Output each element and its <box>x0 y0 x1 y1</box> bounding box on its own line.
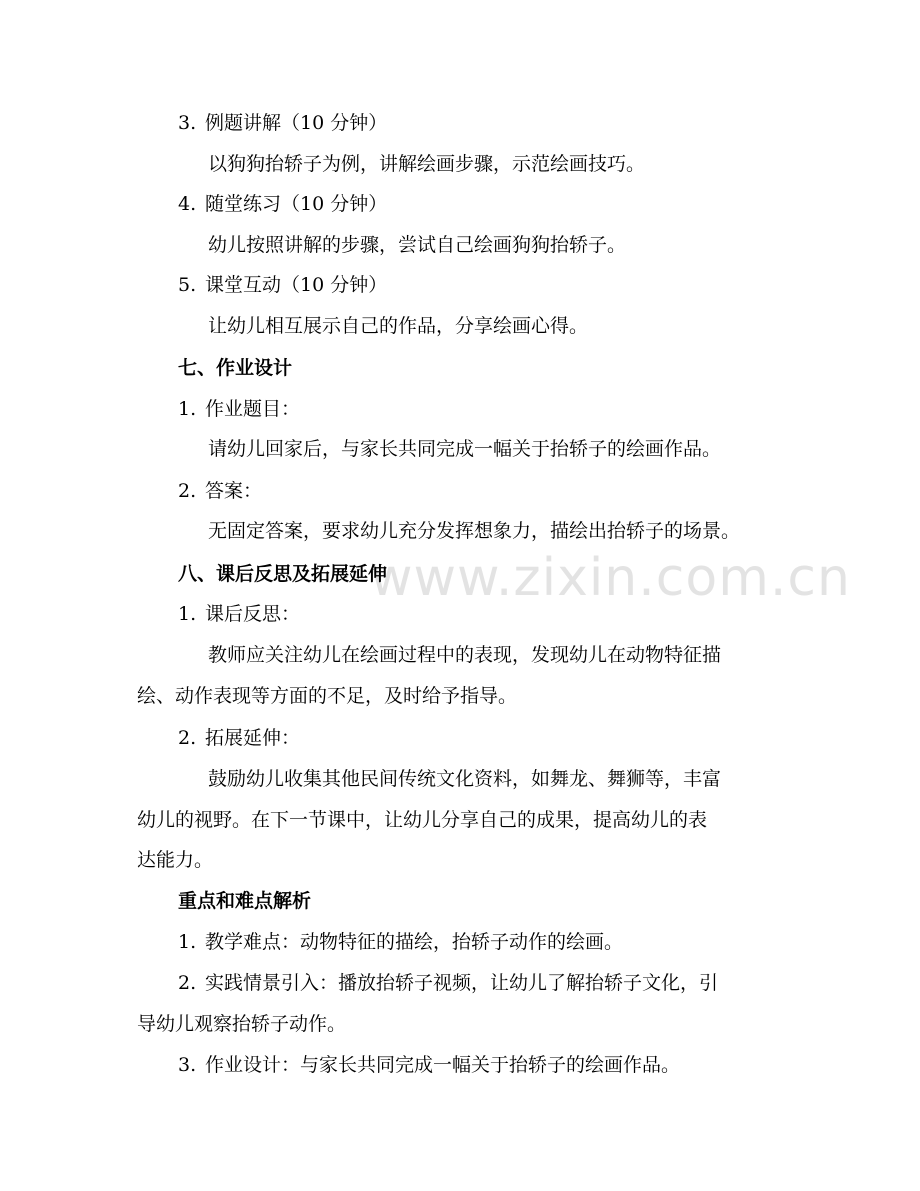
reflection-line-1: 教师应关注幼儿在绘画过程中的表现，发现幼儿在动物特征描 <box>208 644 722 666</box>
homework-body: 请幼儿回家后，与家长共同完成一幅关于抬轿子的绘画作品。 <box>208 438 722 460</box>
item-title-text: 课堂互动（10 分钟） <box>205 274 388 296</box>
section-eight-heading: 八、课后反思及拓展延伸 <box>178 563 388 585</box>
key-point-text: 作业设计：与家长共同完成一幅关于抬轿子的绘画作品。 <box>205 1054 681 1076</box>
key-points-heading: 重点和难点解析 <box>178 890 312 912</box>
item-title-text: 课后反思： <box>205 603 301 625</box>
item-number: 2. <box>178 972 197 994</box>
item-title-text: 作业题目： <box>205 398 301 420</box>
item-title-text: 例题讲解（10 分钟） <box>205 112 388 134</box>
key-point-text: 实践情景引入：播放抬轿子视频，让幼儿了解抬轿子文化，引 <box>205 972 719 994</box>
item-3-title <box>178 111 387 135</box>
item-number: 1. <box>178 931 197 953</box>
item-4-title <box>178 192 387 216</box>
item-3-body: 以狗狗抬轿子为例，讲解绘画步骤，示范绘画技巧。 <box>208 153 646 175</box>
item-title-text: 随堂练习（10 分钟） <box>205 193 388 215</box>
item-number: 3. <box>178 1054 197 1076</box>
item-5-body: 让幼儿相互展示自己的作品，分享绘画心得。 <box>208 315 589 337</box>
item-number: 5. <box>178 274 197 296</box>
item-title-text: 答案： <box>205 480 263 502</box>
key-point-text: 教学难点：动物特征的描绘，抬轿子动作的绘画。 <box>205 931 624 953</box>
extension-title <box>178 726 300 750</box>
watermark: www.zixin.com.cn <box>370 548 851 608</box>
item-number: 2. <box>178 727 197 749</box>
answer-body: 无固定答案，要求幼儿充分发挥想象力，描绘出抬轿子的场景。 <box>208 520 741 542</box>
section-seven-heading: 七、作业设计 <box>178 357 293 379</box>
extension-line-2: 幼儿的视野。在下一节课中，让幼儿分享自己的成果，提高幼儿的表 <box>137 809 708 831</box>
reflection-title <box>178 602 300 626</box>
item-4-body: 幼儿按照讲解的步骤，尝试自己绘画狗狗抬轿子。 <box>208 234 627 256</box>
key-point-2-line-2: 导幼儿观察抬轿子动作。 <box>137 1013 347 1035</box>
extension-line-3: 达能力。 <box>137 849 214 871</box>
extension-line-1: 鼓励幼儿收集其他民间传统文化资料，如舞龙、舞狮等，丰富 <box>208 768 722 790</box>
item-number: 3. <box>178 112 197 134</box>
item-number: 1. <box>178 398 197 420</box>
key-point-3 <box>178 1053 680 1077</box>
homework-title <box>178 397 300 421</box>
key-point-2-line-1 <box>178 971 718 995</box>
item-title-text: 拓展延伸： <box>205 727 301 749</box>
item-number: 1. <box>178 603 197 625</box>
answer-title <box>178 479 262 503</box>
key-point-1 <box>178 930 623 954</box>
item-number: 2. <box>178 480 197 502</box>
reflection-line-2: 绘、动作表现等方面的不足，及时给予指导。 <box>137 685 518 707</box>
item-number: 4. <box>178 193 197 215</box>
item-5-title <box>178 273 387 297</box>
